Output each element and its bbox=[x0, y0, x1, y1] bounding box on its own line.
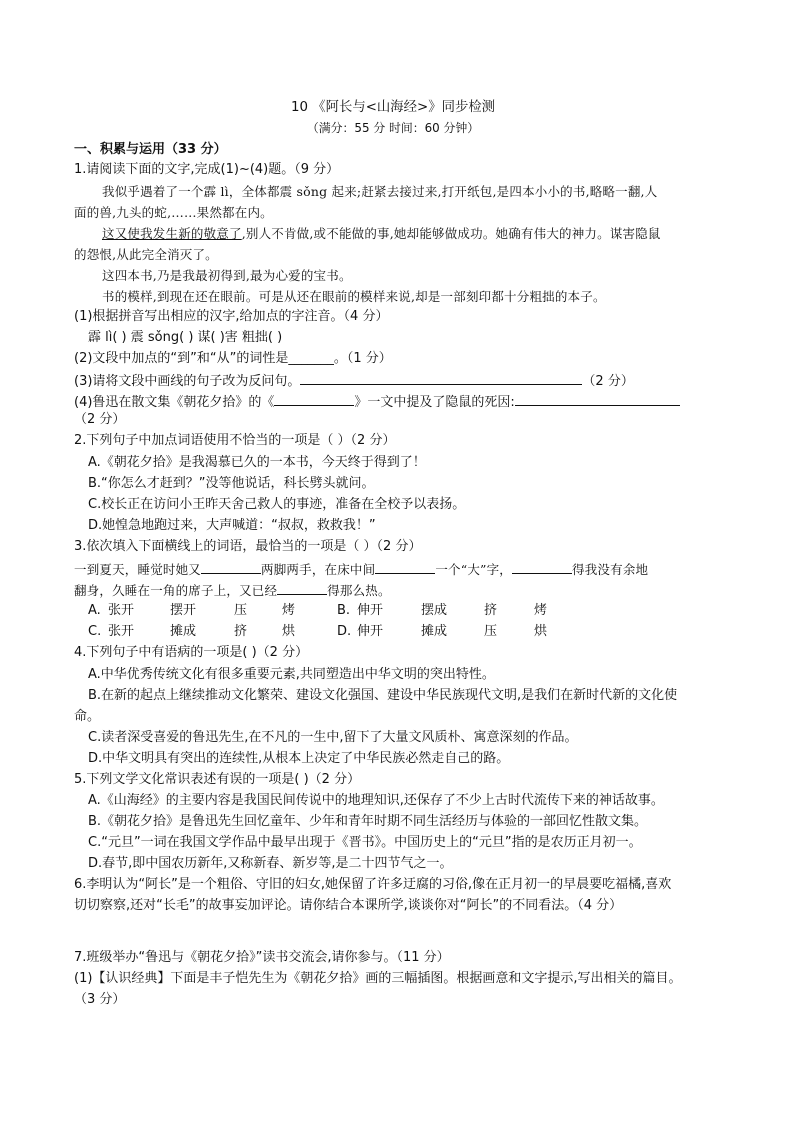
q3-text: 一个“大”字， bbox=[435, 562, 513, 577]
q1-sub3 bbox=[74, 372, 634, 390]
q7-stem: 7.班级举办“鲁迅与《朝花夕拾》”读书交流会,请你参与。（11 分） bbox=[74, 950, 450, 965]
q2-option-b: B.“你怎么才赶到？”没等他说话，科长劈头就问。 bbox=[88, 476, 375, 491]
q1-passage-line: 面的兽,九头的蛇,……果然都在内。 bbox=[74, 205, 273, 220]
q3-option-word: 摊成 bbox=[170, 624, 197, 639]
q3-option-word: 压 bbox=[484, 624, 498, 639]
q1-passage-line: 我似乎遇着了一个霹 lì，全体都震 sǒng 起来;赶紧去接过来,打开纸包,是四本小小的书,略略一翻,人 bbox=[102, 184, 658, 199]
q3-option-letter: C. bbox=[88, 624, 102, 639]
q1-sub4-score: （2 分） bbox=[74, 412, 126, 427]
q1-sub3-score: （2 分） bbox=[582, 374, 634, 389]
q3-option-word: 摊成 bbox=[421, 624, 448, 639]
q3-option-word: 压 bbox=[234, 603, 248, 618]
q2-option-c: C.校长正在访问小王昨天舍己救人的事迹，准备在全校予以表扬。 bbox=[88, 497, 466, 512]
q7-sub1-score: （3 分） bbox=[74, 992, 126, 1007]
passage-text: ,别人不肯做,或不能做的事,她却能够做成功。她确有伟大的神力。谋害隐鼠 bbox=[241, 226, 661, 241]
page-subtitle: （满分：55 分 时间：60 分钟） bbox=[306, 121, 480, 135]
q3-option-word: 伸开 bbox=[357, 603, 384, 618]
q3-option-word: 伸开 bbox=[357, 624, 384, 639]
q4-option-b-cont: 命。 bbox=[74, 709, 101, 724]
fill-blank[interactable] bbox=[277, 582, 327, 595]
q3-option-word: 挤 bbox=[234, 624, 248, 639]
q3-option-word: 摆开 bbox=[170, 603, 197, 618]
q1-passage-line: 这四本书,乃是我最初得到,最为心爱的宝书。 bbox=[102, 268, 352, 283]
q3-stem: 3.依次填入下面横线上的词语，最恰当的一项是（ ）（2 分） bbox=[74, 539, 422, 554]
q4-option-d: D.中华文明具有突出的连续性,从根本上决定了中华民族必然走自己的路。 bbox=[88, 751, 510, 766]
fill-blank[interactable] bbox=[201, 561, 261, 574]
fill-blank[interactable] bbox=[512, 561, 572, 574]
answer-blank[interactable] bbox=[300, 372, 582, 385]
q2-option-d: D.她惶急地跑过来，大声喊道：“叔叔，救救我！” bbox=[88, 518, 376, 533]
q3-option-letter: A. bbox=[88, 603, 101, 618]
q1-sub2: (2)文段中加点的“到”和“从”的词性是_______。（1 分） bbox=[74, 351, 392, 366]
q5-option-d: D.春节,即中国农历新年,又称新春、新岁等,是二十四节气之一。 bbox=[88, 856, 453, 871]
q3-text-line bbox=[74, 561, 648, 578]
q3-text: 两脚两手，在床中间 bbox=[261, 562, 376, 577]
q5-option-a: A.《山海经》的主要内容是我国民间传说中的地理知识,还保存了不少上古时代流传下来的神话故事。 bbox=[88, 793, 664, 808]
section-heading: 一、积累与运用（33 分） bbox=[74, 142, 227, 157]
q5-option-b: B.《朝花夕拾》是鲁迅先生回忆童年、少年和青年时期不同生活经历与体验的一部回忆性散文集。 bbox=[88, 814, 648, 829]
q3-option-word: 张开 bbox=[108, 624, 135, 639]
q3-option-word: 挤 bbox=[484, 603, 498, 618]
q3-option-word: 烤 bbox=[282, 603, 296, 618]
fill-blank[interactable] bbox=[375, 561, 435, 574]
q2-option-a: A.《朝花夕拾》是我渴慕已久的一本书，今天终于得到了！ bbox=[88, 455, 426, 470]
q3-text: 一到夏天，睡觉时她又 bbox=[74, 562, 202, 577]
q1-sub4 bbox=[74, 393, 680, 411]
q2-stem: 2.下列句子中加点词语使用不恰当的一项是（ ）（2 分） bbox=[74, 433, 396, 448]
q1-sub1-items: 霹 lì( ) 震 sǒng( ) 谋( )害 粗拙( ) bbox=[88, 330, 283, 345]
q1-passage-line: 的怨恨,从此完全消灭了。 bbox=[74, 247, 218, 262]
q3-text: 得我没有余地 bbox=[572, 562, 649, 577]
q4-option-b: B.在新的起点上继续推动文化繁荣、建设文化强国、建设中华民族现代文明,是我们在新时代新的文化使 bbox=[88, 688, 678, 703]
q4-option-a: A.中华优秀传统文化有很多重要元素,共同塑造出中华文明的突出特性。 bbox=[88, 667, 495, 682]
answer-blank[interactable] bbox=[274, 393, 354, 406]
q1-sub1: (1)根据拼音写出相应的汉字,给加点的字注音。（4 分） bbox=[74, 309, 389, 324]
q1-sub3-text: (3)请将文段中画线的句子改为反问句。 bbox=[74, 374, 301, 389]
underlined-sentence: 这又使我发生新的敬意了 bbox=[102, 226, 242, 241]
q3-text: 得那么热。 bbox=[327, 583, 391, 598]
q6-line: 6.李明认为“阿长”是一个粗俗、守旧的妇女,她保留了许多迂腐的习俗,像在正月初一的早晨要吃福橘,喜欢 bbox=[74, 877, 672, 892]
q5-stem: 5.下列文学文化常识表述有误的一项是( )（2 分） bbox=[74, 772, 361, 787]
q6-line: 切切察察,还对“长毛”的故事妄加评论。请你结合本课所学,谈谈你对“阿长”的不同看法。（4 分） bbox=[74, 898, 623, 913]
q1-passage-line bbox=[102, 226, 661, 242]
q3-option-word: 烘 bbox=[282, 624, 296, 639]
q3-option-word: 摆成 bbox=[421, 603, 448, 618]
q7-sub1: (1)【认识经典】下面是丰子恺先生为《朝花夕拾》画的三幅插图。根据画意和文字提示,写出相关的篇目。 bbox=[74, 971, 682, 986]
q3-text-line bbox=[74, 582, 391, 599]
q3-option-letter: B. bbox=[337, 603, 351, 618]
q3-text: 翻身，久睡在一角的席子上，又已经 bbox=[74, 583, 278, 598]
q3-option-word: 烘 bbox=[534, 624, 548, 639]
page-title: 10 《阿长与<山海经>》同步检测 bbox=[291, 99, 496, 115]
q1-sub4-text: (4)鲁迅在散文集《朝花夕拾》的《 bbox=[74, 395, 275, 410]
q4-stem: 4.下列句子中有语病的一项是( )（2 分） bbox=[74, 645, 309, 660]
q3-option-letter: D. bbox=[337, 624, 352, 639]
q1-stem: 1.请阅读下面的文字,完成(1)~(4)题。（9 分） bbox=[74, 162, 340, 177]
q3-option-word: 烤 bbox=[534, 603, 548, 618]
q5-option-c: C.“元旦”一词在我国文学作品中最早出现于《晋书》。中国历史上的“元旦”指的是农历正月初一。 bbox=[88, 835, 642, 850]
q1-sub4-mid: 》一文中提及了隐鼠的死因: bbox=[354, 395, 515, 410]
answer-blank[interactable] bbox=[515, 393, 680, 406]
q3-option-word: 张开 bbox=[108, 603, 135, 618]
q4-option-c: C.读者深受喜爱的鲁迅先生,在不凡的一生中,留下了大量文风质朴、寓意深刻的作品。 bbox=[88, 730, 578, 745]
q1-passage-line: 书的模样,到现在还在眼前。可是从还在眼前的模样来说,却是一部刻印都十分粗拙的本子。 bbox=[102, 289, 606, 304]
